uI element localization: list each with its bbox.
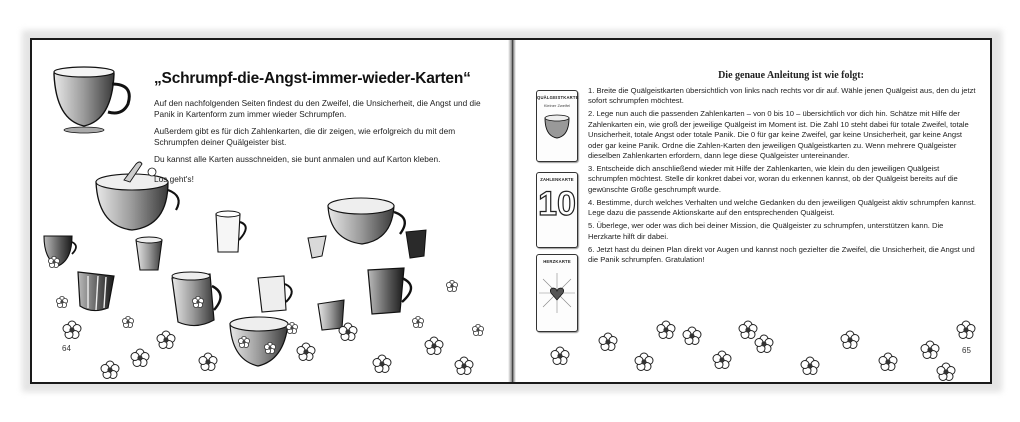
flower (599, 333, 617, 351)
flower (131, 349, 149, 367)
book-spread (30, 38, 992, 384)
instruction-step: 2. Lege nun auch die passenden Zahlenkarten – von 0 bis 10 – übersichtlich vor dich hin. Schätze mit Hilfe der Zahlenkarten ein, wie groß der jeweilige Quälgeist im Moment ist. Die Zahl 10 steht dabei für totale Zweifel, totale Unsicherheit, totale Angst oder totale Panik. Die 0 für gar keine Zweifel, gar keine Unsicherheit, gar keine Angst oder gar keine Panik. Ordne die Zahlen-Karten den jeweiligen Quälgeistkarten zu. Wenn mehrere Quälgeister dieselben Zahlenkarten erfordern, dann lege diese Quälgeister untereinander. (588, 109, 969, 161)
tall-mug (216, 211, 246, 252)
flower (683, 327, 701, 345)
flower (879, 353, 897, 371)
flower (755, 335, 773, 353)
flowered-mug (172, 272, 221, 326)
small-glass (308, 236, 326, 258)
intro-paragraph: Außerdem gibt es für dich Zahlenkarten, die dir zeigen, wie erfolgreich du mit dem Schrumpfen deiner Quälgeister bist. (154, 126, 456, 148)
cup-small-mid (318, 300, 344, 330)
flower (657, 321, 675, 339)
card-label: ZAHLENKARTE (540, 177, 574, 182)
tumbler-cup (136, 237, 162, 270)
flower (101, 361, 119, 379)
flower (412, 316, 423, 327)
flower (297, 343, 315, 361)
flower (122, 316, 133, 327)
right-page (516, 40, 990, 382)
flower (425, 337, 443, 355)
card-label: QUÄLGEISTKARTE (537, 95, 579, 100)
flower (446, 280, 457, 291)
flower (841, 331, 859, 349)
flower (56, 296, 67, 307)
striped-mug (78, 272, 114, 311)
mug-center (258, 276, 292, 312)
instruction-step: 4. Bestimme, durch welches Verhalten und welche Gedanken du den jeweiligen Quälgeist aktiv schrumpfen kannst. Lege dazu die passende Aktionskarte auf den entsprechenden Quälgeist. (588, 197, 976, 218)
flower (801, 357, 819, 375)
wide-bowl-cup (328, 198, 405, 244)
instruction-step: 1. Breite die Quälgeistkarten übersichtlich von links nach rechts vor dir auf. Wähle jenen Quälgeist aus, den du jetzt sofort schrumpfen möchtest. (588, 86, 976, 106)
teacup-bottom-flowers (230, 317, 288, 366)
heart-icon (537, 268, 577, 318)
flower (373, 355, 391, 373)
flower (199, 353, 217, 371)
dark-mug-right (368, 268, 411, 314)
instruction-step: 5. Überlege, wer oder was dich bei deiner Mission, die Quälgeister zu schrumpfen, unterstützen kann. Die Herzkarte hilft dir dabei. (588, 221, 944, 241)
flower (921, 341, 939, 359)
book-gutter (508, 40, 516, 382)
card-number: 10 (538, 185, 576, 223)
flower (635, 353, 653, 371)
cups-illustration (32, 40, 510, 382)
qualgeist-card (536, 90, 578, 162)
flower (472, 324, 483, 335)
intro-paragraph: Auf den nachfolgenden Seiten findest du den Zweifel, die Unsicherheit, die Angst und die Panik in Kartenform zum immer wieder Schrumpfen. (154, 98, 481, 120)
flower (957, 321, 975, 339)
intro-paragraph: Du kannst alle Karten ausschneiden, sie bunt anmalen und auf Karton kleben. (154, 154, 441, 164)
instruction-steps (588, 86, 978, 268)
dark-cup-right (406, 230, 426, 258)
flower (937, 363, 955, 381)
left-page (32, 40, 510, 382)
flower (713, 351, 731, 369)
bowl-with-spoon (96, 162, 179, 230)
heart-card (536, 254, 578, 332)
page-title: „Schrumpf-die-Angst-immer-wieder-Karten“ (154, 70, 471, 87)
instruction-step: 6. Jetzt hast du deinen Plan direkt vor Augen und kannst noch gezielter die Zweifel, die Unsicherheit, die Angst und die Panik schrumpfen. Gratulation! (588, 244, 975, 265)
instructions-heading: Die genaue Anleitung ist wie folgt: (718, 70, 864, 81)
page-number: 65 (962, 346, 971, 355)
card-label: HERZKARTE (543, 259, 571, 264)
flower (63, 321, 81, 339)
cup-icon (537, 112, 577, 142)
number-card (536, 172, 578, 248)
flower (739, 321, 757, 339)
page-number: 64 (62, 344, 71, 353)
flower (455, 357, 473, 375)
flower (157, 331, 175, 349)
card-subtitle: Kleiner Zweifel (543, 103, 571, 108)
teacup-large-top (54, 67, 129, 133)
instruction-step: 3. Entscheide dich anschließend wieder mit Hilfe der Zahlenkarten, wie klein du den jeweiligen Quälgeist schrumpfen möchtest. Stelle dir konkret dabei vor, woran du erkennen kannst, ob der Quälgeist bereits auf die gewünschte Größe geschrumpft wurde. (588, 164, 958, 194)
intro-paragraph: Los geht's! (154, 174, 194, 184)
flower (551, 347, 569, 365)
